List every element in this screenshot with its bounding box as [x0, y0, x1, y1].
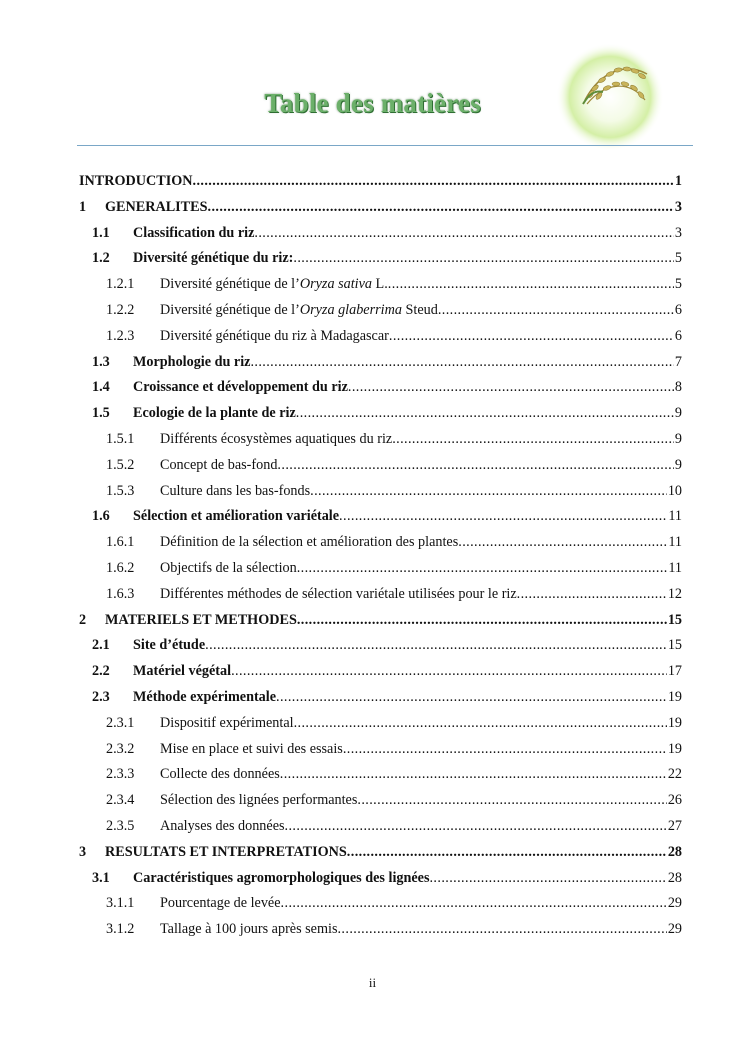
toc-dot-leader [458, 533, 667, 551]
toc-entry-title: Matériel végétal [133, 663, 232, 680]
toc-entry[interactable] [79, 763, 682, 783]
toc-entry-number: 3.1.2 [106, 921, 135, 938]
toc-entry-title: Tallage à 100 jours après semis [160, 921, 338, 938]
toc-entry[interactable] [79, 557, 682, 577]
toc-dot-leader [343, 740, 667, 758]
toc-entry[interactable] [79, 686, 682, 706]
toc-dot-leader [357, 791, 666, 809]
toc-entry-number: 1.6.2 [106, 560, 135, 576]
toc-entry-page: 12 [667, 585, 682, 602]
toc-dot-leader [277, 456, 673, 474]
toc-dot-leader [438, 301, 674, 319]
toc-entry-title: Pourcentage de levée [160, 895, 281, 912]
toc-dot-leader [231, 662, 667, 680]
toc-entry[interactable] [79, 273, 682, 293]
toc-entry-number: 1.2.3 [106, 327, 135, 344]
toc-entry[interactable] [79, 583, 682, 603]
toc-entry-title: Ecologie de la plante de riz [133, 405, 296, 422]
toc-entry-number: 1.2.2 [106, 302, 135, 318]
toc-entry-number: 3 [79, 843, 87, 860]
toc-dot-leader [296, 404, 674, 422]
toc-entry-title: Objectifs de la sélection [160, 560, 297, 576]
toc-entry-page: 19 [667, 714, 682, 731]
toc-entry-title: Croissance et développement du riz [133, 379, 348, 396]
toc-entry[interactable] [79, 918, 682, 938]
page-number: ii [368, 975, 377, 990]
toc-entry-title: Différents écosystèmes aquatiques du riz [160, 431, 393, 447]
toc-entry-number: 1.6.1 [106, 534, 135, 551]
toc-entry-number: 2.3.5 [106, 818, 135, 834]
toc-entry[interactable] [79, 892, 682, 912]
toc-dot-leader [392, 430, 674, 448]
toc-entry[interactable] [79, 247, 682, 267]
toc-entry-title: Sélection et amélioration variétale [133, 508, 340, 525]
toc-entry[interactable] [79, 170, 682, 190]
toc-entry-number: 1.6.3 [106, 585, 135, 602]
toc-entry-page: 10 [667, 482, 682, 499]
toc-dot-leader [294, 714, 667, 732]
toc-entry-title: GENERALITES [105, 198, 208, 215]
toc-entry-number: 1.5.1 [106, 431, 135, 447]
toc-dot-leader [347, 843, 667, 861]
toc-entry-page: 28 [667, 869, 682, 886]
toc-entry-page: 17 [667, 663, 682, 680]
toc-entry-title: Caractéristiques agromorphologiques des lignées [133, 869, 430, 886]
toc-entry-title: Mise en place et suivi des essais [160, 740, 343, 757]
toc-entry-page: 19 [667, 689, 682, 705]
toc-dot-leader [339, 507, 667, 525]
toc-entry-page: 5 [674, 250, 682, 267]
toc-dot-leader [517, 585, 667, 603]
toc-entry[interactable] [79, 454, 682, 474]
toc-entry-number: 2.3.3 [106, 766, 135, 783]
toc-dot-leader [250, 353, 673, 371]
toc-entry-title: Classification du riz [133, 224, 255, 241]
toc-entry-page: 6 [674, 327, 682, 344]
toc-entry-page: 3 [674, 224, 682, 241]
toc-entry-page: 11 [668, 508, 682, 525]
toc-dot-leader [429, 869, 666, 887]
title-divider [77, 145, 693, 146]
toc-entry-title: Diversité génétique de l’Oryza sativa L. [160, 276, 388, 293]
toc-entry-page: 3 [674, 198, 682, 215]
toc-entry-number: 2.3 [92, 689, 110, 705]
toc-dot-leader [297, 611, 667, 629]
toc-entry-number: 1.2 [92, 250, 110, 267]
toc-entry-page: 29 [667, 921, 682, 938]
toc-dot-leader [348, 378, 674, 396]
toc-entry[interactable] [79, 712, 682, 732]
toc-entry[interactable] [79, 402, 682, 422]
toc-entry-page: 9 [674, 431, 682, 447]
toc-dot-leader [254, 224, 674, 242]
toc-entry-title: RESULTATS ET INTERPRETATIONS [105, 843, 347, 860]
toc-entry-title: Diversité génétique du riz à Madagascar [160, 327, 389, 344]
toc-entry-title: Sélection des lignées performantes [160, 792, 358, 809]
toc-entry[interactable] [79, 609, 682, 629]
toc-entry-page: 1 [674, 173, 682, 189]
toc-entry-title: Diversité génétique de l’Oryza glaberrima Steud [160, 302, 438, 318]
toc-entry-page: 22 [667, 766, 682, 783]
toc-entry-title: Analyses des données [160, 818, 285, 834]
toc-entry-title: Concept de bas-fond [160, 456, 278, 473]
toc-entry-number: 1.4 [92, 379, 110, 396]
toc-entry-page: 29 [667, 895, 682, 912]
toc-entry-page: 8 [674, 379, 682, 396]
toc-entry-title: Culture dans les bas-fonds [160, 482, 311, 499]
toc-entry[interactable] [79, 531, 682, 551]
toc-entry-title: Diversité génétique du riz: [133, 250, 294, 267]
toc-entry-title: Site d’étude [133, 637, 206, 654]
toc-entry-number: 2 [79, 611, 87, 628]
toc-entry-page: 19 [667, 740, 682, 757]
toc-entry-number: 2.3.2 [106, 740, 135, 757]
toc-entry-number: 1.5.2 [106, 456, 135, 473]
toc-entry-number: 2.1 [92, 637, 110, 654]
toc-entry-title: Dispositif expérimental [160, 714, 294, 731]
toc-entry-number: 1.5.3 [106, 482, 135, 499]
toc-dot-leader [310, 482, 667, 500]
toc-entry-page: 11 [668, 534, 682, 551]
toc-dot-leader [297, 559, 668, 577]
toc-entry-number: 1.2.1 [106, 276, 135, 293]
toc-entry[interactable] [79, 505, 682, 525]
toc-entry[interactable] [79, 789, 682, 809]
toc-entry-page: 15 [667, 637, 682, 654]
toc-entry-number: 1.1 [92, 224, 110, 241]
toc-entry[interactable] [79, 660, 682, 680]
toc-entry[interactable] [79, 325, 682, 345]
toc-entry-title: Définition de la sélection et amélioration des plantes [160, 534, 459, 551]
toc-dot-leader [389, 327, 674, 345]
toc-entry[interactable] [79, 299, 682, 319]
toc-dot-leader [293, 249, 674, 267]
toc-entry-page: 7 [674, 353, 682, 370]
toc-entry[interactable] [79, 480, 682, 500]
toc-entry-page: 26 [667, 792, 682, 809]
toc-entry-title: Différentes méthodes de sélection variétale utilisées pour le riz [160, 585, 517, 602]
toc-entry-number: 1.6 [92, 508, 110, 525]
toc-entry[interactable] [79, 815, 682, 835]
toc-entry-number: 2.2 [92, 663, 110, 680]
toc-entry-page: 9 [674, 456, 682, 473]
toc-entry[interactable] [79, 738, 682, 758]
toc-dot-leader [276, 688, 667, 706]
toc-dot-leader [388, 275, 674, 293]
page-title: Table des matières [264, 88, 481, 118]
toc-entry-page: 11 [668, 560, 682, 576]
toc-entry-title: Morphologie du riz [133, 353, 251, 370]
toc-entry-number: 3.1.1 [106, 895, 135, 912]
toc-dot-leader [208, 198, 674, 216]
toc-entry[interactable] [79, 841, 682, 861]
toc-entry-page: 27 [667, 818, 682, 834]
toc-dot-leader [193, 172, 674, 190]
toc-entry-number: 2.3.4 [106, 792, 135, 809]
toc-dot-leader [205, 636, 667, 654]
toc-dot-leader [280, 765, 667, 783]
toc-entry[interactable] [79, 351, 682, 371]
toc-entry-page: 15 [667, 611, 682, 628]
toc-entry-number: 3.1 [92, 869, 110, 886]
toc-entry-number: 1.5 [92, 405, 110, 422]
toc-entry-title: Collecte des données [160, 766, 280, 783]
toc-entry[interactable] [79, 867, 682, 887]
toc-entry[interactable] [79, 634, 682, 654]
toc-dot-leader [337, 920, 666, 938]
toc-entry-number: 2.3.1 [106, 714, 135, 731]
toc-entry-page: 28 [667, 843, 682, 860]
toc-entry[interactable] [79, 428, 682, 448]
toc-entry-number: 1 [79, 198, 87, 215]
toc-entry-number: 1.3 [92, 353, 110, 370]
toc-dot-leader [281, 894, 667, 912]
toc-dot-leader [285, 817, 667, 835]
toc-entry-page: 6 [674, 302, 682, 318]
toc-entry[interactable] [79, 196, 682, 216]
toc-entry-page: 5 [674, 276, 682, 293]
toc-entry[interactable] [79, 222, 682, 242]
toc-entry-page: 9 [674, 405, 682, 422]
toc-entry-title: Méthode expérimentale [133, 689, 277, 705]
toc-entry-title: INTRODUCTION [79, 173, 193, 189]
toc-entry[interactable] [79, 376, 682, 396]
toc-entry-title: MATERIELS ET METHODES [105, 611, 297, 628]
